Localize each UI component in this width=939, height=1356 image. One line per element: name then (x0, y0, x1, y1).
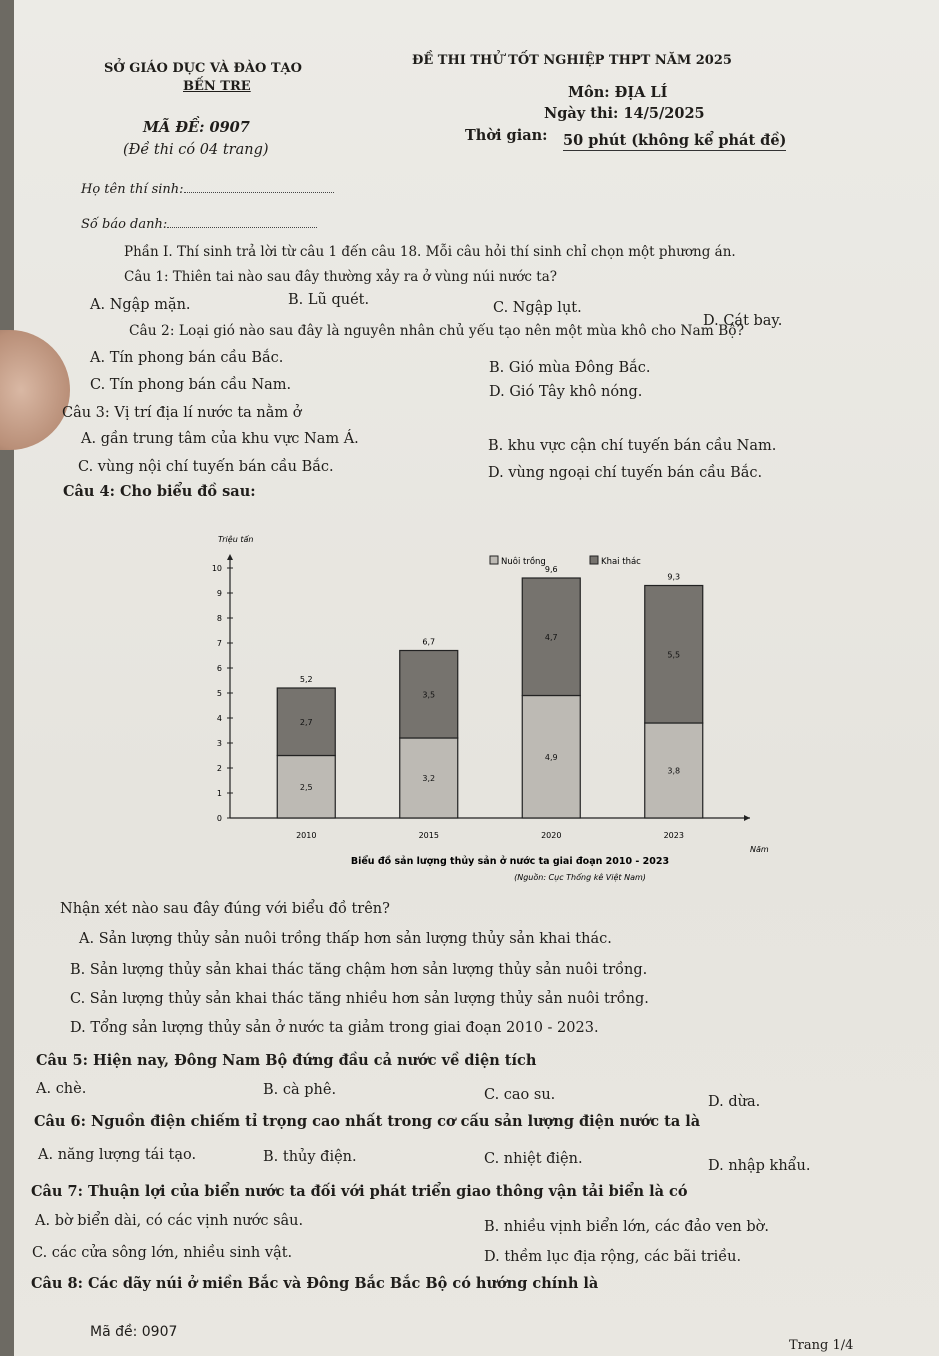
bar-value-label: 3,8 (667, 766, 681, 776)
time-label: Thời gian: (465, 127, 548, 144)
q4-stem: Câu 4: Cho biểu đồ sau: (63, 483, 256, 500)
bar-value-label: 2,5 (299, 782, 313, 792)
name-label: Họ tên thí sinh: (81, 182, 184, 197)
bar-total-label: 6,7 (422, 637, 436, 647)
y-tick-label: 8 (216, 614, 222, 623)
bar-value-label: 4,9 (544, 752, 558, 762)
y-tick-label: 0 (216, 814, 222, 823)
exam-code: MÃ ĐỀ: 0907 (143, 119, 250, 136)
y-tick-label: 6 (216, 664, 222, 673)
q5-a: A. chè. (36, 1081, 87, 1097)
bar-total-label: 9,6 (544, 565, 558, 574)
chart-title: Biểu đồ sản lượng thủy sản ở nước ta giai đoạn 2010 - 2023 (350, 856, 670, 867)
q2-b: B. Gió mùa Đông Bắc. (489, 360, 651, 376)
dept-line1: SỞ GIÁO DỤC VÀ ĐÀO TẠO (104, 61, 302, 76)
q7-d: D. thềm lục địa rộng, các bãi triều. (484, 1249, 742, 1265)
q1-d: D. Cát bay. (703, 313, 783, 329)
q4-question: Nhận xét nào sau đây đúng với biểu đồ trên? (60, 901, 390, 917)
q7-a: A. bờ biển dài, có các vịnh nước sâu. (35, 1213, 304, 1229)
subject: Môn: ĐỊA LÍ (568, 84, 668, 101)
q1-b: B. Lũ quét. (288, 292, 370, 308)
bar-total-label: 9,3 (667, 572, 681, 582)
q3-stem: Câu 3: Vị trí địa lí nước ta nằm ở (62, 405, 302, 421)
footer-code: Mã đề: 0907 (90, 1324, 178, 1340)
y-tick-label: 1 (216, 789, 222, 798)
exam-title: ĐỀ THI THỬ TỐT NGHIỆP THPT NĂM 2025 (412, 53, 732, 68)
q1-a: A. Ngập mặn. (90, 297, 191, 313)
name-dots (184, 182, 334, 193)
q4-c: C. Sản lượng thủy sản khai thác tăng nhiều hơn sản lượng thủy sản nuôi trồng. (70, 991, 649, 1007)
bar-value-label: 3,5 (422, 690, 436, 700)
y-tick-label: 2 (216, 764, 222, 773)
y-tick-label: 9 (216, 589, 222, 598)
q6-stem: Câu 6: Nguồn điện chiếm tỉ trọng cao nhất trong cơ cấu sản lượng điện nước ta là (34, 1113, 701, 1130)
footer-page: Trang 1/4 (789, 1338, 854, 1353)
q7-stem: Câu 7: Thuận lợi của biển nước ta đối với phát triển giao thông vận tải biển là có (31, 1183, 688, 1200)
q3-a: A. gần trung tâm của khu vực Nam Á. (81, 431, 359, 447)
legend-swatch-1 (590, 556, 598, 564)
q2-c: C. Tín phong bán cầu Nam. (90, 377, 292, 393)
y-axis-arrow (227, 554, 233, 560)
q6-b: B. thủy điện. (263, 1149, 357, 1165)
chart-source: (Nguồn: Cục Thống kê Việt Nam) (514, 873, 646, 882)
dept-line2: BẾN TRE (183, 79, 251, 94)
exam-date: Ngày thi: 14/5/2025 (544, 105, 705, 122)
legend-swatch-0 (490, 556, 498, 564)
q2-a: A. Tín phong bán cầu Bắc. (90, 350, 284, 366)
q6-a: A. năng lượng tái tạo. (38, 1147, 197, 1163)
pages-note: (Đề thi có 04 trang) (123, 142, 269, 158)
fishery-chart (190, 528, 770, 900)
candidate-name (81, 181, 334, 199)
q4-a: A. Sản lượng thủy sản nuôi trồng thấp hơn sản lượng thủy sản khai thác. (79, 931, 612, 947)
bar-value-label: 3,2 (422, 774, 436, 783)
q5-c: C. cao su. (484, 1087, 556, 1103)
id-dots (167, 217, 317, 228)
q1-c: C. Ngập lụt. (493, 300, 582, 316)
q5-d: D. dừa. (708, 1094, 761, 1110)
y-tick-label: 10 (211, 564, 222, 573)
id-label: Số báo danh: (81, 217, 168, 232)
part1-instruction: Phần I. Thí sinh trả lời từ câu 1 đến câu 18. Mỗi câu hỏi thí sinh chỉ chọn một phương án. (124, 244, 736, 260)
q5-b: B. cà phê. (263, 1082, 337, 1098)
chart-xlabel: Năm (750, 845, 769, 854)
y-tick-label: 3 (216, 739, 222, 748)
x-tick-label: 2020 (541, 831, 562, 840)
q3-c: C. vùng nội chí tuyến bán cầu Bắc. (78, 459, 334, 475)
q6-d: D. nhập khẩu. (708, 1158, 811, 1174)
chart-ylabel: Triệu tấn (218, 535, 254, 544)
time-value: 50 phút (không kể phát đề) (563, 132, 787, 149)
bar-value-label: 5,5 (667, 650, 681, 660)
chart-bars (277, 565, 703, 840)
legend-label-0: Nuôi trồng (501, 557, 546, 567)
bar-total-label: 5,2 (299, 675, 313, 684)
y-tick-label: 4 (216, 714, 222, 723)
y-tick-label: 5 (216, 689, 222, 698)
q1-stem: Câu 1: Thiên tai nào sau đây thường xảy ra ở vùng núi nước ta? (124, 269, 557, 285)
legend-label-1: Khai thác (601, 557, 641, 567)
x-tick-label: 2023 (663, 831, 684, 840)
candidate-id (81, 216, 317, 234)
bar-value-label: 4,7 (544, 632, 558, 642)
q4-d: D. Tổng sản lượng thủy sản ở nước ta giảm trong giai đoạn 2010 - 2023. (70, 1020, 599, 1036)
x-tick-label: 2015 (418, 831, 439, 840)
chart-legend (490, 556, 641, 567)
q2-d: D. Gió Tây khô nóng. (489, 384, 643, 400)
q3-b: B. khu vực cận chí tuyến bán cầu Nam. (488, 438, 777, 454)
q6-c: C. nhiệt điện. (484, 1151, 583, 1167)
q7-b: B. nhiều vịnh biển lớn, các đảo ven bờ. (484, 1219, 769, 1235)
q3-d: D. vùng ngoại chí tuyến bán cầu Bắc. (488, 465, 763, 481)
x-tick-label: 2010 (296, 831, 317, 840)
q4-b: B. Sản lượng thủy sản khai thác tăng chậm hơn sản lượng thủy sản nuôi trồng. (70, 962, 648, 978)
bar-value-label: 2,7 (299, 717, 313, 727)
q8-stem: Câu 8: Các dãy núi ở miền Bắc và Đông Bắc Bắc Bộ có hướng chính là (31, 1275, 599, 1292)
y-tick-label: 7 (216, 639, 222, 648)
q7-c: C. các cửa sông lớn, nhiều sinh vật. (32, 1245, 293, 1261)
q2-stem: Câu 2: Loại gió nào sau đây là nguyên nhân chủ yếu tạo nên một mùa khô cho Nam Bộ? (129, 323, 745, 339)
x-axis-arrow (744, 815, 750, 821)
q5-stem: Câu 5: Hiện nay, Đông Nam Bộ đứng đầu cả nước về diện tích (36, 1052, 537, 1069)
